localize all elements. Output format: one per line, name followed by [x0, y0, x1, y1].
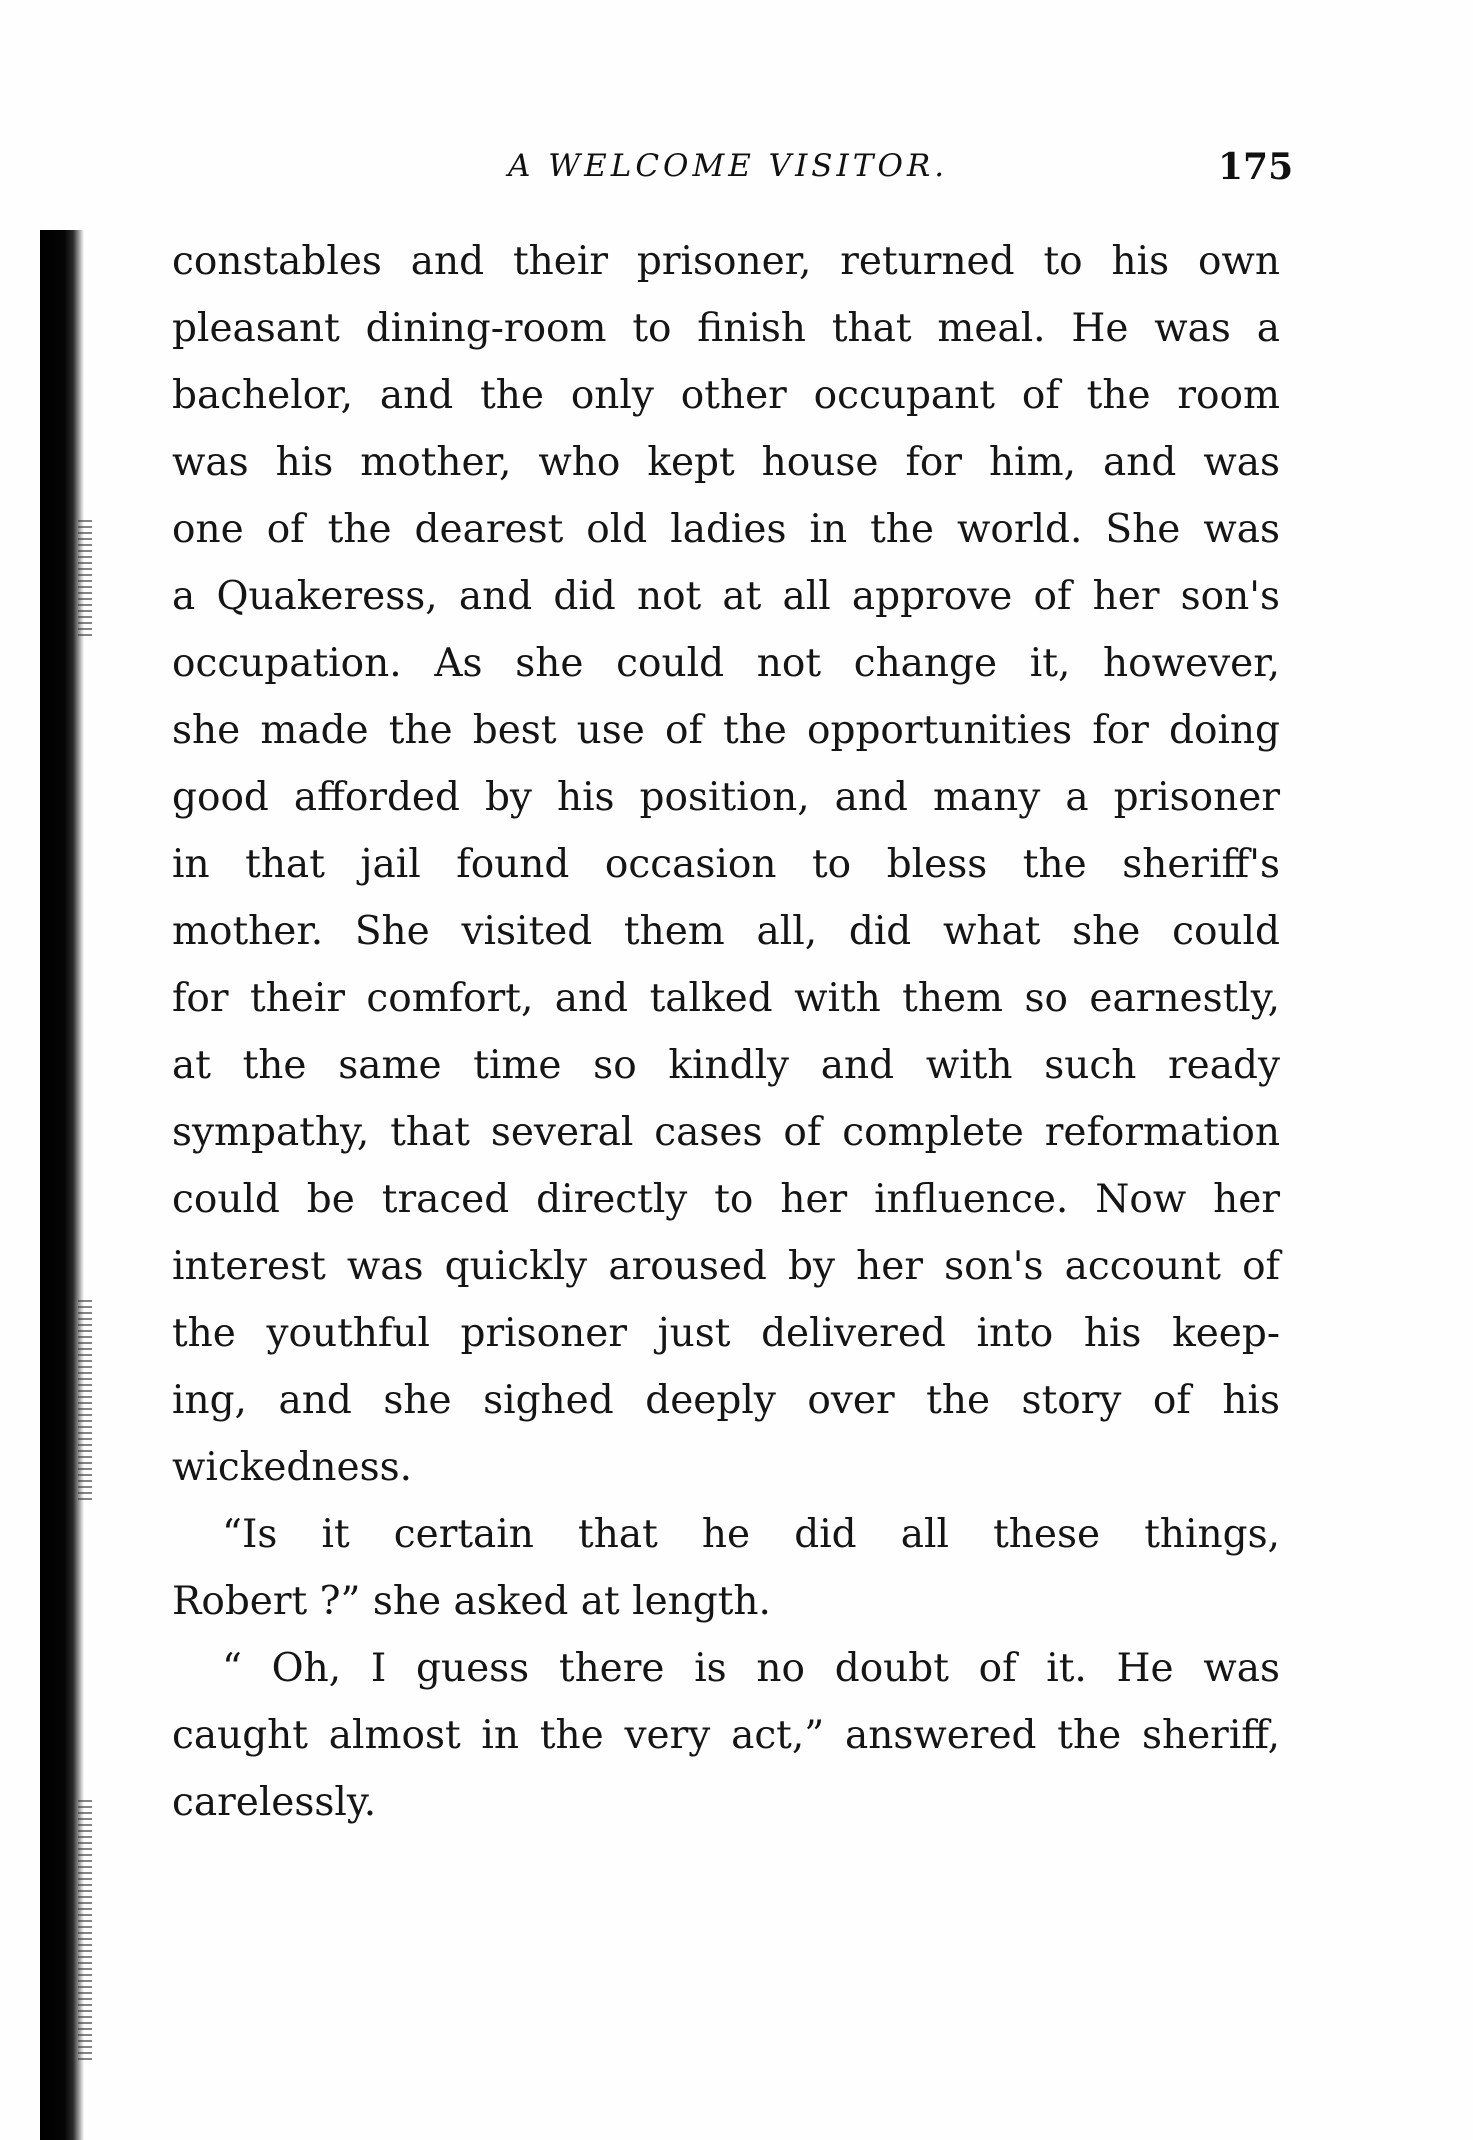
text-line: for their comfort, and talked with them so earnestly, [172, 976, 1280, 1021]
text-line: she made the best use of the opportunities for doing [172, 708, 1280, 753]
text-line: at the same time so kindly and with such ready [172, 1043, 1280, 1088]
text-line: bachelor, and the only other occupant of the room [172, 373, 1280, 418]
text-line: constables and their prisoner, returned to his own [172, 239, 1280, 284]
text-line: a Quakeress, and did not at all approve of her son's [172, 574, 1280, 619]
text-line: “Is it certain that he did all these things, [222, 1512, 1280, 1557]
text-line: occupation. As she could not change it, however, [172, 641, 1280, 686]
page-header [0, 148, 1473, 188]
scan-speckle [78, 1300, 92, 1500]
text-line: was his mother, who kept house for him, and was [172, 440, 1280, 485]
scan-speckle [78, 1800, 92, 2060]
text-line: the youthful prisoner just delivered into his keep- [172, 1311, 1280, 1356]
text-line: pleasant dining-room to finish that meal. He was a [172, 306, 1280, 351]
text-line: could be traced directly to her influence. Now her [172, 1177, 1280, 1222]
text-line: one of the dearest old ladies in the world. She was [172, 507, 1280, 552]
text-line: Robert ?” she asked at length. [172, 1579, 771, 1624]
text-line: ing, and she sighed deeply over the story of his [172, 1378, 1280, 1423]
page-number: 175 [1218, 146, 1294, 188]
text-line: interest was quickly aroused by her son's account of [172, 1244, 1280, 1289]
scan-speckle [78, 520, 92, 640]
text-line: mother. She visited them all, did what she could [172, 909, 1280, 954]
text-line: “ Oh, I guess there is no doubt of it. He was [222, 1646, 1280, 1691]
text-line: carelessly. [172, 1780, 377, 1825]
text-line: sympathy, that several cases of complete reformation [172, 1110, 1280, 1155]
text-line: good afforded by his position, and many a prisoner [172, 775, 1280, 820]
text-line: in that jail found occasion to bless the sheriff's [172, 842, 1280, 887]
body-text [172, 228, 1280, 1836]
text-line: wickedness. [172, 1445, 412, 1490]
text-line: caught almost in the very act,” answered the sheriff, [172, 1713, 1280, 1758]
running-head: A WELCOME VISITOR. [508, 148, 949, 184]
